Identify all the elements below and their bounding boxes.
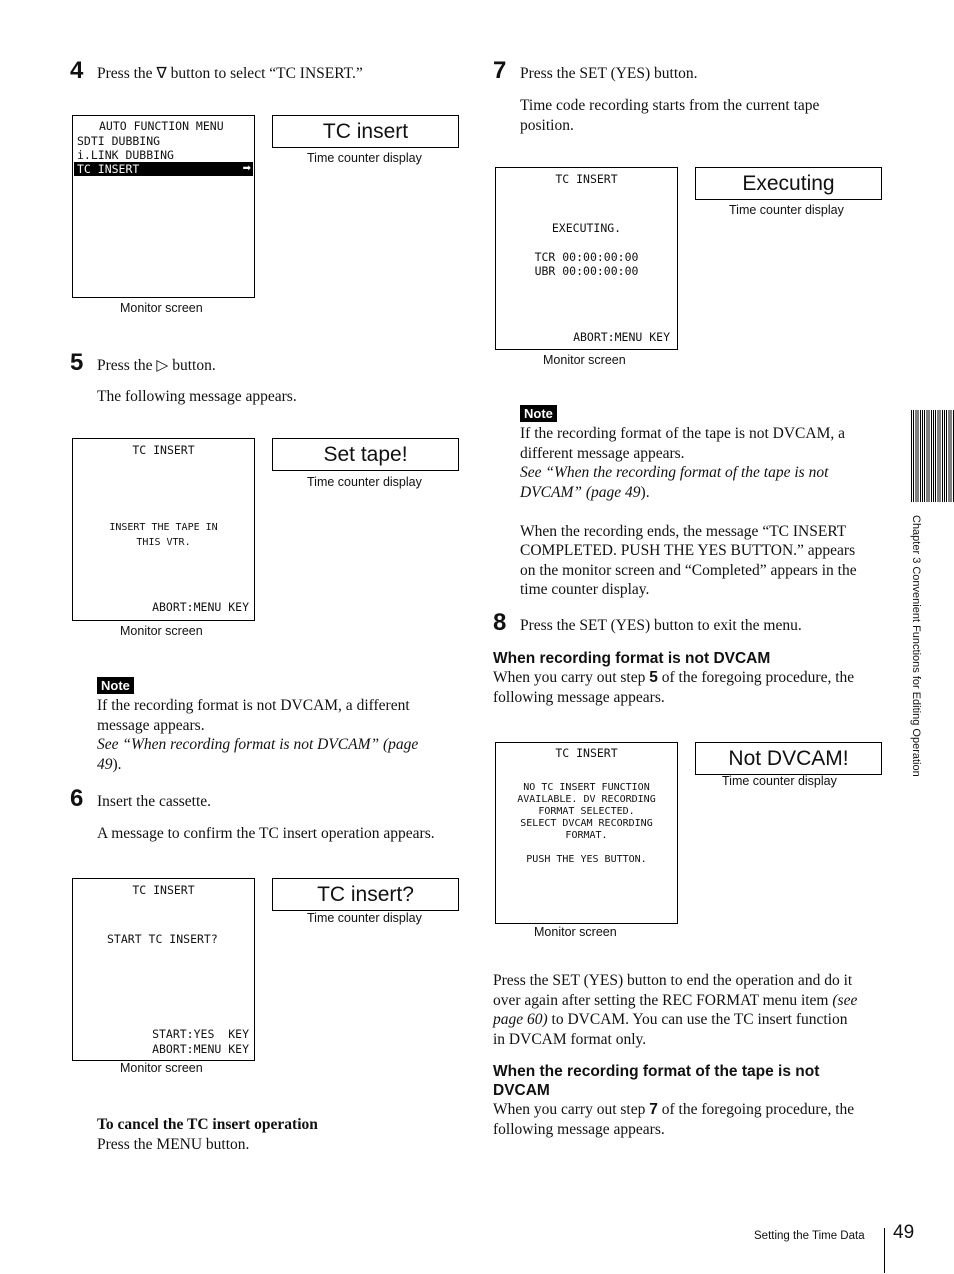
- monitor-caption: Monitor screen: [120, 1061, 203, 1075]
- step-text: Insert the cassette.: [97, 793, 212, 810]
- monitor-caption: Monitor screen: [534, 925, 617, 939]
- time-counter-caption: Time counter display: [307, 151, 422, 165]
- cancel-text: Press the MENU button.: [97, 1136, 250, 1153]
- time-counter-display: TC insert: [272, 115, 459, 148]
- cancel-heading: To cancel the TC insert operation: [97, 1116, 318, 1133]
- body-paragraph: Press the SET (YES) button to end the operation and do it over again after setting the REC FORMAT menu item (see page 60) to DVCAM. You can use the TC insert function in DVCAM format only.: [493, 972, 858, 1048]
- section-text: When you carry out step 7 of the foregoing procedure, the following message appears.: [493, 1101, 855, 1138]
- time-counter-caption: Time counter display: [307, 475, 422, 489]
- monitor-caption: Monitor screen: [120, 301, 203, 315]
- section-heading: When the recording format of the tape is not DVCAM: [493, 1063, 820, 1099]
- monitor-screen: TC INSERT EXECUTING. TCR 00:00:00:00 UBR 00:00:00:00 ABORT:MENU KEY: [495, 167, 678, 350]
- section-text: When you carry out step 5 of the foregoing procedure, the following message appears.: [493, 669, 855, 706]
- time-counter-display: Set tape!: [272, 438, 459, 471]
- monitor-screen: AUTO FUNCTION MENU SDTI DUBBING i.LINK DUBBING TC INSERT ➡: [72, 115, 255, 298]
- step-number: 4: [70, 57, 84, 84]
- step-subtext: The following message appears.: [97, 388, 297, 405]
- monitor-caption: Monitor screen: [543, 353, 626, 367]
- step-number: 5: [70, 349, 84, 376]
- time-counter-caption: Time counter display: [722, 774, 837, 788]
- note-label: Note: [520, 405, 557, 422]
- time-counter-display: TC insert?: [272, 878, 459, 911]
- note-text: If the recording format of the tape is not DVCAM, a different message appears. See “When the recording format of the tape is not DVCAM” (page 49). When the recording ends, the message “TC INSERT COMPLETED. PUSH THE YES BUTTON.” appears on the monitor screen and “Completed” appears in the time counter display.: [520, 425, 857, 598]
- down-triangle-icon: ∇: [156, 65, 167, 82]
- step-subtext: A message to confirm the TC insert operation appears.: [97, 825, 435, 842]
- step-number: 6: [70, 785, 84, 812]
- right-triangle-icon: ▷: [156, 357, 169, 374]
- right-arrow-icon: ➡: [242, 163, 251, 174]
- step-number: 7: [493, 57, 507, 84]
- step-text: Press the SET (YES) button.: [520, 65, 698, 82]
- monitor-screen: TC INSERT INSERT THE TAPE IN THIS VTR. ABORT:MENU KEY: [72, 438, 255, 621]
- monitor-screen: TC INSERT START TC INSERT? START:YES KEY ABORT:MENU KEY: [72, 878, 255, 1061]
- time-counter-caption: Time counter display: [307, 911, 422, 925]
- time-counter-caption: Time counter display: [729, 203, 844, 217]
- step-text: Press the ∇ button to select “TC INSERT.”: [97, 65, 363, 82]
- note-text: If the recording format is not DVCAM, a different message appears. See “When recording format is not DVCAM” (page 49).: [97, 697, 419, 773]
- monitor-screen: TC INSERT NO TC INSERT FUNCTION AVAILABLE. DV RECORDING FORMAT SELECTED. SELECT DVCAM RECORDING FORMAT. PUSH THE YES BUTTON.: [495, 742, 678, 924]
- step-text: Press the SET (YES) button to exit the menu.: [520, 617, 802, 634]
- step-text: Press the ▷ button.: [97, 357, 216, 374]
- footer-section-title: Setting the Time Data: [754, 1230, 865, 1242]
- monitor-caption: Monitor screen: [120, 624, 203, 638]
- note-label: Note: [97, 677, 134, 694]
- chapter-sidebar: Chapter 3 Convenient Functions for Editing Operation: [910, 515, 922, 777]
- menu-item-selected: TC INSERT ➡: [74, 162, 253, 176]
- section-heading: When recording format is not DVCAM: [493, 650, 771, 667]
- time-counter-display: Executing: [695, 167, 882, 200]
- time-counter-display: Not DVCAM!: [695, 742, 882, 775]
- page-number: 49: [893, 1222, 915, 1243]
- step-subtext: Time code recording starts from the current tape position.: [520, 97, 820, 134]
- footer-divider: [884, 1228, 885, 1273]
- chapter-tab-stripe: [911, 410, 954, 502]
- step-number: 8: [493, 609, 507, 636]
